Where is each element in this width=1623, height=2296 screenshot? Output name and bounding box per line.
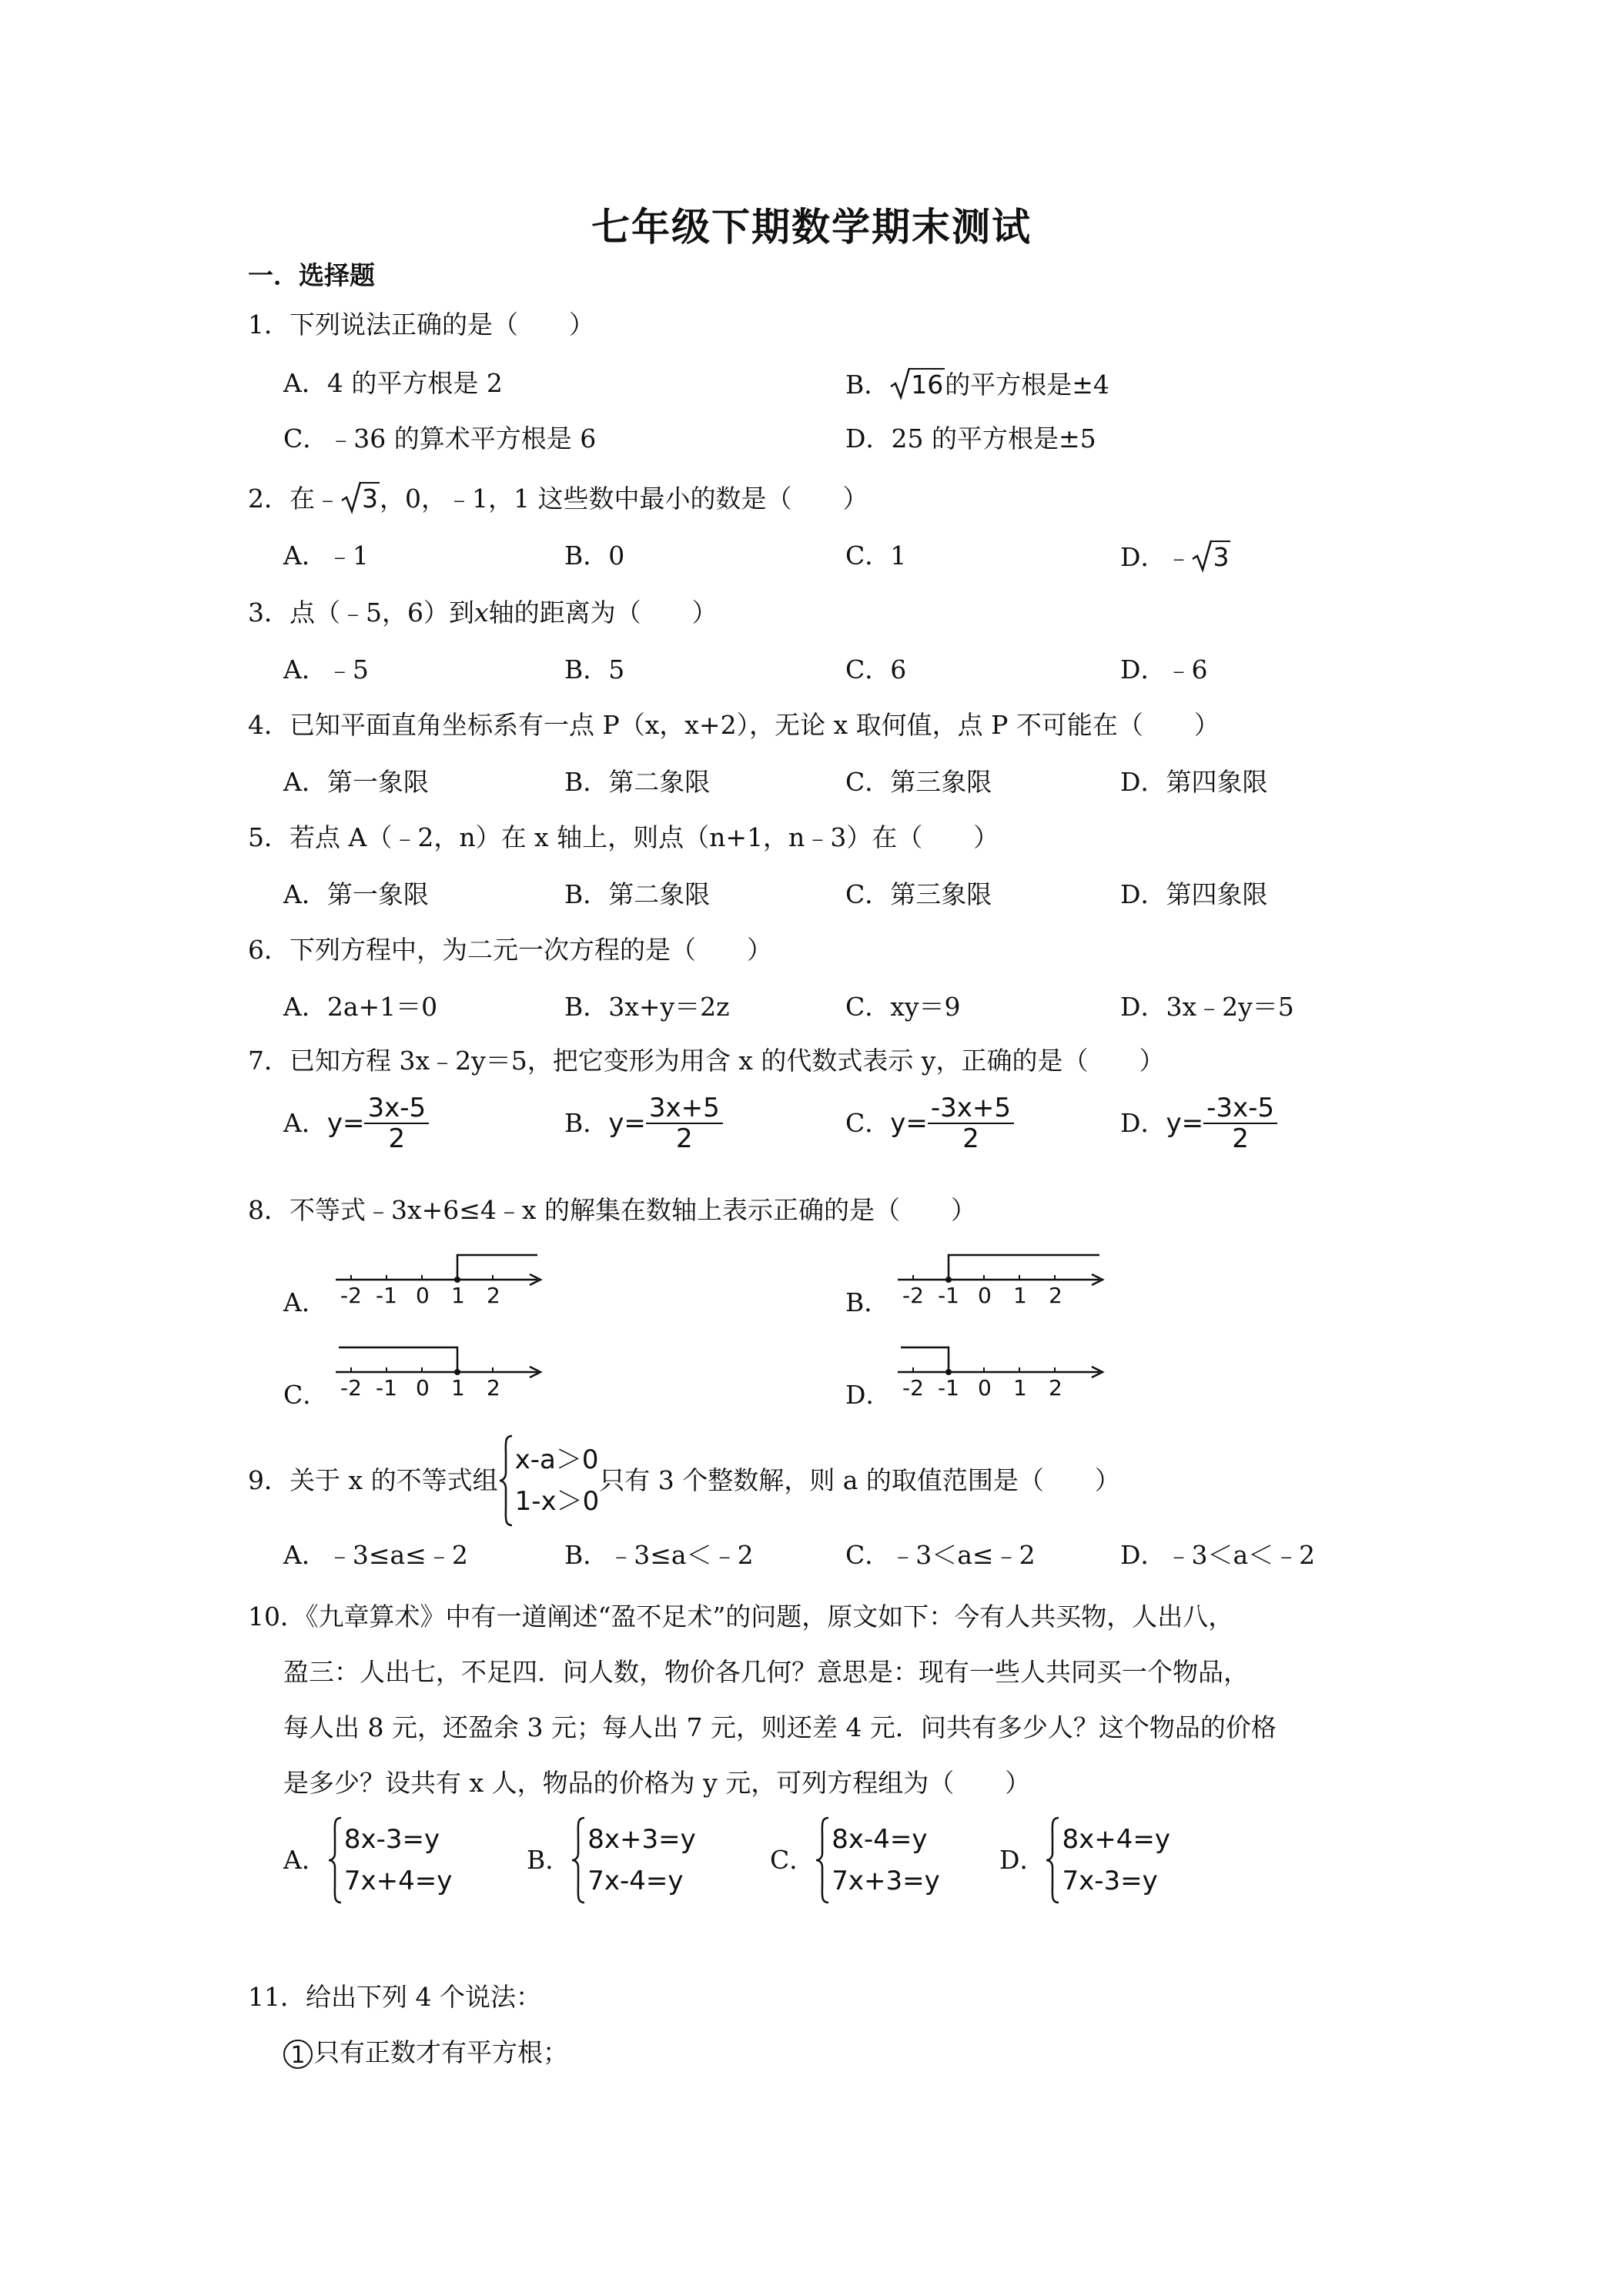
question-number: 4． [248,710,289,740]
tick-label: 1 [451,1283,465,1308]
question-number: 1． [248,310,289,340]
question-stem: 轴的距离为（ ） [488,597,718,628]
q1-option-b [845,368,1109,400]
q7-option-b [564,1093,723,1153]
denominator: 2 [675,1123,693,1154]
option-label: A． [283,992,327,1022]
question-1 [248,310,594,340]
option-text: 第三象限 [890,879,992,909]
q8-option-b-label: B． [845,1287,890,1317]
q6-option-a [283,992,437,1022]
question-stem: 点（﹣5，6）到 [289,597,474,628]
option-text: 第四象限 [1166,767,1268,797]
option-text: 1 [890,541,907,571]
tick-label: 2 [487,1375,500,1401]
tick-label: -1 [938,1375,959,1401]
solution-bracket [949,1255,1099,1280]
denominator: 2 [1232,1123,1249,1154]
q3-option-c [845,654,906,685]
statement-1 [283,2037,568,2069]
left-brace-icon [815,1815,832,1906]
question-8 [248,1195,976,1226]
tick-label: 2 [487,1283,500,1308]
question-3 [248,597,718,628]
q7-option-d [1120,1093,1277,1153]
q1-option-a [283,368,503,399]
q8-option-a-label: A． [283,1287,327,1317]
q8-option-c-label: C． [283,1380,329,1410]
option-label: B． [564,879,609,909]
q3-option-a [283,654,369,685]
numerator: -3x+5 [928,1093,1014,1124]
q10-option-c [770,1812,940,1908]
left-brace-icon [1045,1815,1062,1906]
q2-option-b [564,541,624,571]
radical [889,368,945,400]
q10-option-d [999,1812,1170,1908]
equation-line: 7x-4=y [587,1866,684,1896]
question-number: 6． [248,935,289,965]
option-label: C． [283,423,329,454]
statement-text: 只有正数才有平方根； [314,2037,568,2067]
q4-option-a [283,767,429,798]
question-number: 7． [248,1046,289,1076]
tick-label: 0 [416,1283,430,1308]
question-number: 2． [248,484,289,514]
option-text: ﹣36 的算术平方根是 6 [328,423,597,454]
option-text: ﹣1 [326,541,369,571]
option-label: B． [564,767,609,797]
tick-label: -2 [340,1283,362,1308]
question-5 [248,822,999,853]
q9-option-d [1120,1540,1315,1571]
option-label: B． [564,1540,609,1570]
option-label: D． [999,1845,1046,1875]
numerator: -3x-5 [1203,1093,1277,1124]
equation-line: 8x-4=y [832,1824,928,1855]
equation-system [1045,1815,1170,1906]
question-10-line-2: 盈三：人出七，不足四．问人数，物价各几何？意思是：现有一些人共同买一个物品， [283,1657,1249,1687]
tick-label: 1 [1013,1283,1027,1308]
numerator: 3x-5 [364,1093,429,1124]
question-number: 10． [248,1602,306,1632]
option-label: A． [283,368,327,398]
option-text: ﹣3＜a≤﹣2 [890,1540,1036,1570]
option-label: A． [283,1540,327,1570]
question-stem: 关于 x 的不等式组 [289,1465,498,1495]
option-label: B． [564,541,609,571]
question-stem: 给出下列 4 个说法： [306,1982,541,2012]
q4-option-d [1120,767,1267,798]
tick-label: -2 [902,1375,924,1401]
option-text: 3x﹣2y＝5 [1166,992,1294,1022]
radicand: 3 [1213,542,1230,572]
question-stem: ，0，﹣1，1 这些数中最小的数是（ ） [380,484,868,514]
section-heading: 一．选择题 [248,260,375,290]
number-line-d [898,1340,1113,1404]
question-number: 9． [248,1465,289,1495]
option-text: 第四象限 [1166,879,1268,909]
fraction [928,1093,1014,1153]
question-stem: 只有 3 个整数解，则 a 的取值范围是（ ） [599,1465,1120,1495]
option-text: ﹣6 [1166,654,1208,684]
option-label: C． [845,992,891,1022]
question-2 [248,482,868,514]
radicand: 16 [911,370,944,400]
option-text: 2a+1＝0 [326,992,438,1022]
tick-label: 2 [1049,1283,1062,1308]
question-number: 11． [248,1982,306,2012]
question-line: 《九章算术》中有一道阐述“盈不足术”的问题，原文如下：今有人共买物，人出八， [306,1602,1234,1632]
q5-option-d [1120,879,1267,910]
option-text: 第二象限 [608,879,711,909]
equation-lhs: y= [608,1108,646,1139]
option-label: C． [845,879,891,909]
option-label: C． [845,1540,891,1570]
q1-option-c [283,423,596,454]
q4-option-c [845,767,992,798]
q6-option-b [564,992,730,1022]
closed-dot [454,1369,460,1375]
variable: x [474,597,489,628]
question-9 [248,1431,1120,1531]
q7-option-a [283,1093,429,1153]
option-label: A． [283,1108,327,1138]
option-label: C． [845,1108,891,1138]
option-label: B． [564,992,609,1022]
q10-option-b [527,1812,696,1908]
tick-label: 2 [1049,1375,1062,1401]
question-11 [248,1982,541,2013]
equation-line: 7x+4=y [343,1866,453,1896]
option-text: ﹣3≤a≤﹣2 [326,1540,468,1570]
q9-option-a [283,1540,468,1571]
option-label: D． [1120,879,1166,909]
option-text: xy＝9 [890,992,961,1022]
radicand: 3 [362,484,378,514]
circled-number: 1 [283,2040,313,2069]
equation-system [571,1815,695,1906]
option-label: D． [1120,1108,1166,1138]
q2-option-d [1120,541,1230,573]
question-stem: 已知方程 3x﹣2y＝5，把它变形为用含 x 的代数式表示 y，正确的是（ ） [289,1046,1165,1076]
question-stem: 下列说法正确的是（ ） [289,310,594,340]
option-text: 第三象限 [890,767,992,797]
option-text: 的平方根是±4 [945,370,1109,400]
q8-option-d-label: D． [845,1380,892,1410]
option-text: 第二象限 [608,767,711,797]
option-text: 0 [608,541,625,571]
option-label: B． [564,1108,609,1138]
option-label: D． [1120,767,1166,797]
question-10 [248,1602,1233,1632]
fraction [1203,1093,1277,1153]
page-title: 七年级下期数学期末测试 [591,205,1032,249]
equation-line: 7x+3=y [832,1866,940,1896]
q6-option-d [1120,992,1294,1022]
option-text: ﹣3≤a＜﹣2 [608,1540,754,1570]
tick-label: -1 [376,1375,397,1401]
q9-option-b [564,1540,754,1571]
option-label: D． [845,423,892,454]
option-text: 3x+y＝2z [608,992,730,1022]
question-10-line-4: 是多少？设共有 x 人，物品的价格为 y 元，可列方程组为（ ） [283,1768,1031,1798]
tick-label: -1 [938,1283,959,1308]
equation-system [327,1815,452,1906]
option-label: A． [283,879,327,909]
equation-line: 8x+4=y [1062,1824,1170,1855]
option-label: B． [527,1845,571,1875]
option-text: ﹣5 [326,654,369,684]
option-label: A． [283,541,327,571]
equation-line: 8x-3=y [343,1824,440,1855]
question-stem: 在﹣ [289,484,340,514]
option-text: 25 的平方根是±5 [891,423,1096,454]
number-line-c [336,1340,551,1404]
solution-bracket [457,1255,537,1280]
tick-label: 0 [978,1375,992,1401]
inequality-line: 1-x＞0 [514,1486,600,1517]
closed-dot [454,1277,460,1283]
option-text: ﹣ [1166,542,1192,572]
option-text: 第一象限 [326,767,429,797]
option-label: D． [1120,654,1166,684]
tick-label: -1 [376,1283,397,1308]
solution-bracket [901,1347,949,1372]
fraction [646,1093,723,1153]
closed-dot [945,1369,952,1375]
tick-label: 1 [1013,1375,1027,1401]
left-brace-icon [327,1815,344,1906]
q10-option-a [283,1812,452,1908]
option-label: B． [564,654,609,684]
inequality-system [498,1433,600,1528]
left-brace-icon [498,1433,515,1528]
equation-line: 8x+3=y [587,1824,696,1855]
option-label: D． [1120,1540,1166,1570]
q2-option-c [845,541,906,571]
option-label: A． [283,1845,327,1875]
q1-option-d [845,423,1096,454]
q5-option-c [845,879,992,910]
inequality-line: x-a＞0 [514,1444,599,1475]
question-stem: 不等式﹣3x+6≤4﹣x 的解集在数轴上表示正确的是（ ） [289,1195,976,1225]
q4-option-b [564,767,710,798]
q3-option-d [1120,654,1207,685]
tick-label: -2 [340,1375,362,1401]
option-text: 第一象限 [326,879,429,909]
option-label: C． [845,654,891,684]
equation-system [815,1815,939,1906]
radical [1191,541,1230,573]
option-text: ﹣3＜a＜﹣2 [1166,1540,1316,1570]
numerator: 3x+5 [646,1093,723,1124]
question-number: 3． [248,597,289,628]
denominator: 2 [388,1123,406,1154]
question-stem: 已知平面直角坐标系有一点 P（x，x+2），无论 x 取何值，点 P 不可能在（ ） [289,710,1220,740]
option-text: 6 [890,654,907,684]
q5-option-a [283,879,429,910]
tick-label: 1 [451,1375,465,1401]
option-label: A． [283,767,327,797]
equation-line: 7x-3=y [1062,1866,1158,1896]
equation-lhs: y= [1166,1108,1204,1139]
option-text: 4 的平方根是 2 [326,368,503,398]
number-line-b [898,1247,1113,1312]
option-label: B． [845,370,890,400]
fraction [364,1093,429,1153]
option-label: D． [1120,542,1166,572]
question-stem: 下列方程中，为二元一次方程的是（ ） [289,935,772,965]
radical [340,482,380,514]
option-label: A． [283,654,327,684]
option-text: 5 [608,654,625,684]
closed-dot [945,1277,952,1283]
option-label: D． [1120,992,1166,1022]
tick-label: -2 [902,1283,924,1308]
number-line-a [336,1247,551,1312]
q2-option-a [283,541,369,571]
equation-lhs: y= [890,1108,928,1139]
tick-label: 0 [416,1375,430,1401]
option-label: C． [845,541,891,571]
option-label: C． [770,1845,815,1875]
question-number: 8． [248,1195,289,1225]
question-7 [248,1046,1164,1076]
question-4 [248,710,1220,741]
option-label: C． [845,767,891,797]
denominator: 2 [962,1123,979,1154]
question-stem: 若点 A（﹣2，n）在 x 轴上，则点（n+1，n﹣3）在（ ） [289,822,999,852]
solution-bracket [339,1347,457,1372]
q6-option-c [845,992,961,1022]
left-brace-icon [571,1815,587,1906]
question-10-line-3: 每人出 8 元，还盈余 3 元；每人出 7 元，则还差 4 元．问共有多少人？这个物品的价格 [283,1712,1277,1742]
q7-option-c [845,1093,1014,1153]
q3-option-b [564,654,624,685]
question-6 [248,935,772,966]
q5-option-b [564,879,710,910]
q9-option-c [845,1540,1036,1571]
question-number: 5． [248,822,289,852]
equation-lhs: y= [326,1108,365,1139]
tick-label: 0 [978,1283,992,1308]
